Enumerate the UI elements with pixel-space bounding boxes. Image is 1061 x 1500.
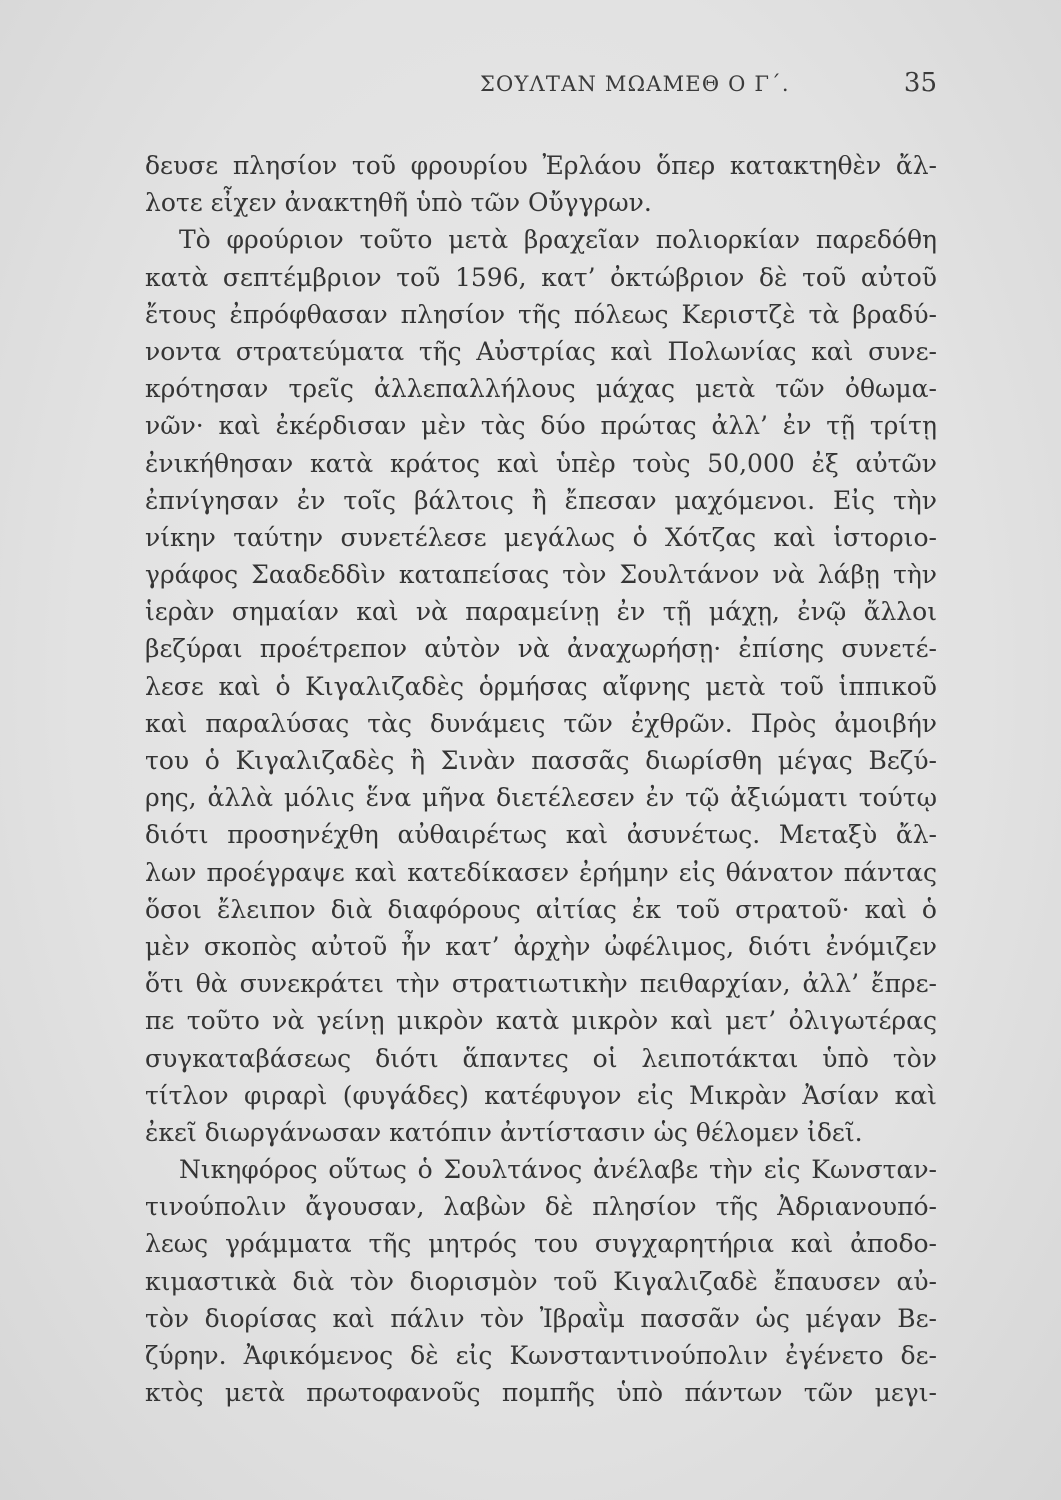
text-line: ἔτους ἐπρόφθασαν πλησίον τῆς πόλεως Κεριστζὲ τὰ βραδύ- bbox=[145, 299, 937, 329]
body-text bbox=[145, 147, 937, 1411]
text-line: ἐκεῖ διωργάνωσαν κατόπιν ἀντίστασιν ὡς θέλομεν ἰδεῖ. bbox=[145, 1117, 863, 1147]
text-line: δευσε πλησίον τοῦ φρουρίου Ἐρλάου ὅπερ κατακτηθὲν ἄλ- bbox=[145, 151, 937, 180]
text-line: ὅσοι ἔλειπον διὰ διαφόρους αἰτίας ἐκ τοῦ στρατοῦ· καὶ ὁ bbox=[145, 894, 937, 924]
text-line: ρης, ἀλλὰ μόλις ἕνα μῆνα διετέλεσεν ἐν τῷ ἀξιώματι τούτῳ bbox=[145, 783, 937, 813]
page-number: 35 bbox=[903, 68, 937, 98]
text-line: κρότησαν τρεῖς ἀλλεπαλλήλους μάχας μετὰ τῶν ὀθωμα- bbox=[145, 374, 937, 404]
text-line: τινούπολιν ἄγουσαν, λαβὼν δὲ πλησίον τῆς Ἀδριανουπό- bbox=[145, 1192, 937, 1222]
text-line: Τὸ φρούριον τοῦτο μετὰ βραχεῖαν πολιορκίαν παρεδόθη bbox=[179, 225, 937, 255]
text-line: πε τοῦτο νὰ γείνῃ μικρὸν κατὰ μικρὸν καὶ μετ’ ὀλιγωτέρας bbox=[145, 1006, 937, 1036]
text-line: νοντα στρατεύματα τῆς Αὐστρίας καὶ Πολωνίας καὶ συνε- bbox=[145, 336, 937, 366]
text-line: νίκην ταύτην συνετέλεσε μεγάλως ὁ Χότζας καὶ ἱστοριο- bbox=[145, 522, 937, 552]
text-line: Νικηφόρος οὕτως ὁ Σουλτάνος ἀνέλαβε τὴν εἰς Κωνσταν- bbox=[179, 1155, 937, 1185]
text-line: κατὰ σεπτέμβριον τοῦ 1596, κατ’ ὀκτώβριον δὲ τοῦ αὐτοῦ bbox=[145, 262, 937, 292]
text-line: διότι προσηνέχθη αὐθαιρέτως καὶ ἀσυνέτως. Μεταξὺ ἄλ- bbox=[145, 820, 937, 850]
text-line: ὅτι θὰ συνεκράτει τὴν στρατιωτικὴν πειθαρχίαν, ἀλλ’ ἔπρε- bbox=[145, 969, 937, 999]
text-line: καὶ παραλύσας τὰς δυνάμεις τῶν ἐχθρῶν. Πρὸς ἀμοιβήν bbox=[145, 708, 937, 738]
text-line: ἱερὰν σημαίαν καὶ νὰ παραμείνῃ ἐν τῇ μάχῃ, ἐνῷ ἄλλοι bbox=[145, 597, 937, 627]
text-line: λοτε εἶχεν ἀνακτηθῆ ὑπὸ τῶν Οὔγγρων. bbox=[145, 188, 652, 218]
paragraph bbox=[145, 1151, 937, 1411]
text-line: βεζύραι προέτρεπον αὐτὸν νὰ ἀναχωρήσῃ· ἐπίσης συνετέ- bbox=[145, 634, 937, 664]
text-line: μὲν σκοπὸς αὐτοῦ ἦν κατ’ ἀρχὴν ὠφέλιμος, διότι ἐνόμιζεν bbox=[145, 931, 937, 961]
text-line: νῶν· καὶ ἐκέρδισαν μὲν τὰς δύο πρώτας ἀλλ’ ἐν τῇ τρίτῃ bbox=[145, 411, 937, 441]
text-line: κτὸς μετὰ πρωτοφανοῦς πομπῆς ὑπὸ πάντων τῶν μεγι- bbox=[145, 1378, 937, 1408]
text-line: κιμαστικὰ διὰ τὸν διορισμὸν τοῦ Κιγαλιζαδὲ ἔπαυσεν αὐ- bbox=[145, 1266, 937, 1296]
running-title: ΣΟΥΛΤΑΝ ΜΩΑΜΕΘ Ο Γ΄. bbox=[480, 72, 790, 96]
text-line: τίτλον φιραρὶ (φυγάδες) κατέφυγον εἰς Μικρὰν Ἀσίαν καὶ bbox=[145, 1080, 937, 1110]
text-line: ζύρην. Ἀφικόμενος δὲ εἰς Κωνσταντινούπολιν ἐγένετο δε- bbox=[145, 1341, 937, 1370]
text-line: λεως γράμματα τῆς μητρός του συγχαρητήρια καὶ ἀποδο- bbox=[145, 1229, 937, 1259]
paragraph bbox=[145, 221, 937, 1151]
text-line: λεσε καὶ ὁ Κιγαλιζαδὲς ὁρμήσας αἴφνης μετὰ τοῦ ἱππικοῦ bbox=[145, 671, 937, 701]
text-line: ἐπνίγησαν ἐν τοῖς βάλτοις ἢ ἔπεσαν μαχόμενοι. Εἰς τὴν bbox=[145, 485, 937, 515]
text-line: γράφος Σααδεδδὶν καταπείσας τὸν Σουλτάνον νὰ λάβῃ τὴν bbox=[145, 560, 937, 590]
text-line: τὸν διορίσας καὶ πάλιν τὸν Ἰβραῒμ πασσᾶν ὡς μέγαν Βε- bbox=[145, 1303, 937, 1333]
running-head bbox=[0, 66, 1061, 106]
text-line: του ὁ Κιγαλιζαδὲς ἢ Σινὰν πασσᾶς διωρίσθη μέγας Βεζύ- bbox=[145, 746, 937, 775]
text-line: λων προέγραψε καὶ κατεδίκασεν ἐρήμην εἰς θάνατον πάντας bbox=[145, 857, 937, 887]
text-line: ἐνικήθησαν κατὰ κράτος καὶ ὑπὲρ τοὺς 50,000 ἐξ αὐτῶν bbox=[145, 448, 937, 478]
text-line: συγκαταβάσεως διότι ἅπαντες οἱ λειποτάκται ὑπὸ τὸν bbox=[145, 1043, 937, 1073]
paragraph bbox=[145, 147, 937, 221]
